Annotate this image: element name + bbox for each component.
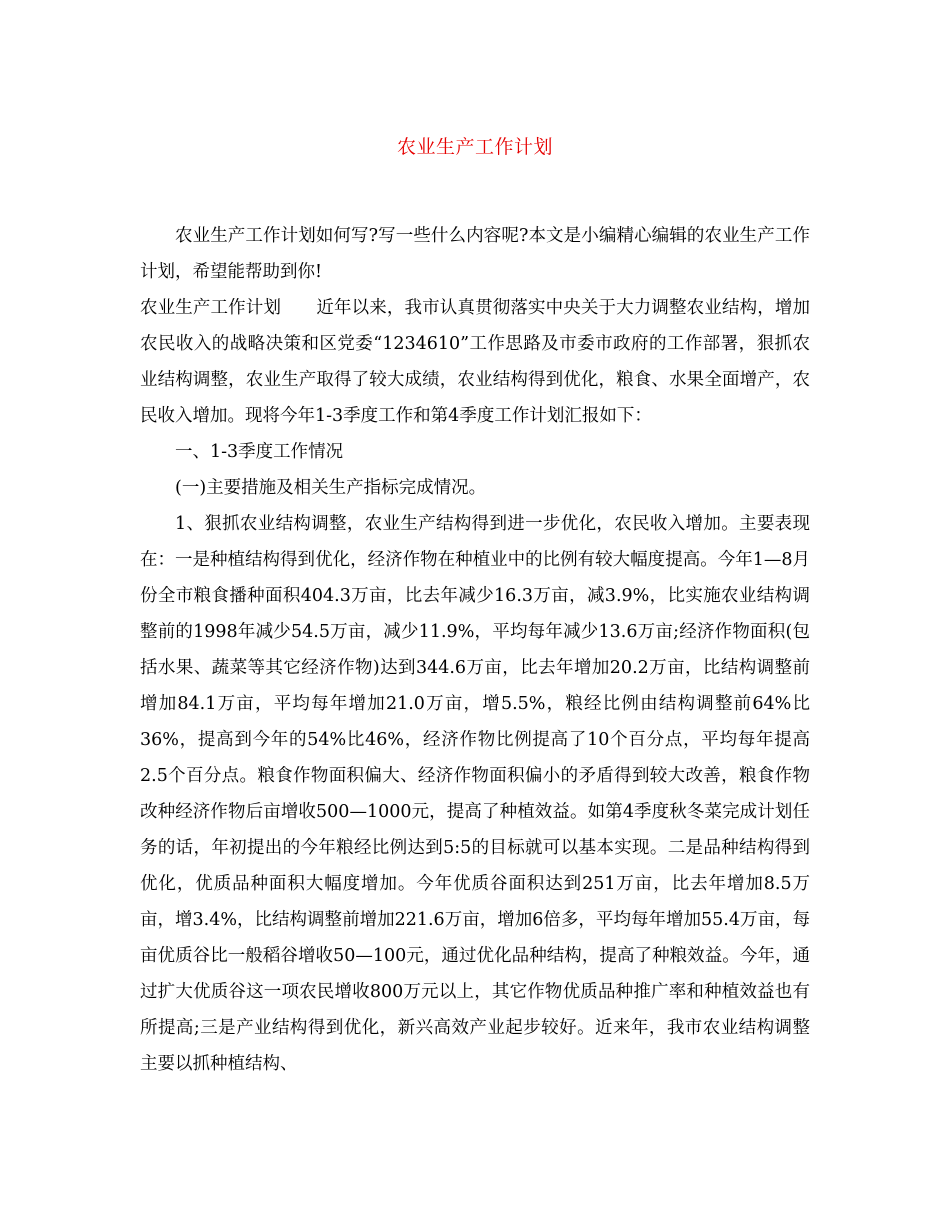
details-paragraph: 1、狠抓农业结构调整，农业生产结构得到进一步优化，农民收入增加。主要表现在：一是种植结构得到优化，经济作物在种植业中的比例有较大幅度提高。今年1—8月份全市粮食播种面积404.3万亩，比去年减少16.3万亩，减3.9%，比实施农业结构调整前的1998年减少54.5万亩，减少11.9%，平均每年减少13.6万亩;经济作物面积(包括水果、蔬菜等其它经济作物)达到344.6万亩，比去年增加20.2万亩，比结构调整前增加84.1万亩，平均每年增加21.0万亩，增5.5%，粮经比例由结构调整前64%比36%，提高到今年的54%比46%，经济作物比例提高了10个百分点，平均每年提高2.5个百分点。粮食作物面积偏大、经济作物面积偏小的矛盾得到较大改善，粮食作物改种经济作物后亩增收500—1000元，提高了种植效益。如第4季度秋冬菜完成计划任务的话，年初提出的今年粮经比例达到5:5的目标就可以基本实现。二是品种结构得到优化，优质品种面积大幅度增加。今年优质谷面积达到251万亩，比去年增加8.5万亩，增3.4%，比结构调整前增加221.6万亩，增加6倍多，平均每年增加55.4万亩，每亩优质谷比一般稻谷增收50—100元，通过优化品种结构，提高了种粮效益。今年，通过扩大优质谷这一项农民增收800万元以上，其它作物优质品种推广率和种植效益也有所提高;三是产业结构得到优化，新兴高效产业起步较好。近来年，我市农业结构调整主要以抓种植结构、 xyxy=(140,514,810,1074)
document-body xyxy=(140,218,810,1082)
subsection-heading: (一)主要措施及相关生产指标完成情况。 xyxy=(175,478,487,498)
overview-paragraph: 农业生产工作计划 近年以来，我市认真贯彻落实中央关于大力调整农业结构，增加农民收入的战略决策和区党委“1234610”工作思路及市委市政府的工作部署，狠抓农业结构调整，农业生产取得了较大成绩，农业结构得到优化，粮食、水果全面增产，农民收入增加。现将今年1-3季度工作和第4季度工作计划汇报如下： xyxy=(140,298,810,426)
intro-paragraph: 农业生产工作计划如何写?写一些什么内容呢?本文是小编精心编辑的农业生产工作计划，希望能帮助到你! xyxy=(140,226,810,282)
document-title: 农业生产工作计划 xyxy=(396,136,553,158)
section-heading: 一、1-3季度工作情况 xyxy=(175,442,344,462)
